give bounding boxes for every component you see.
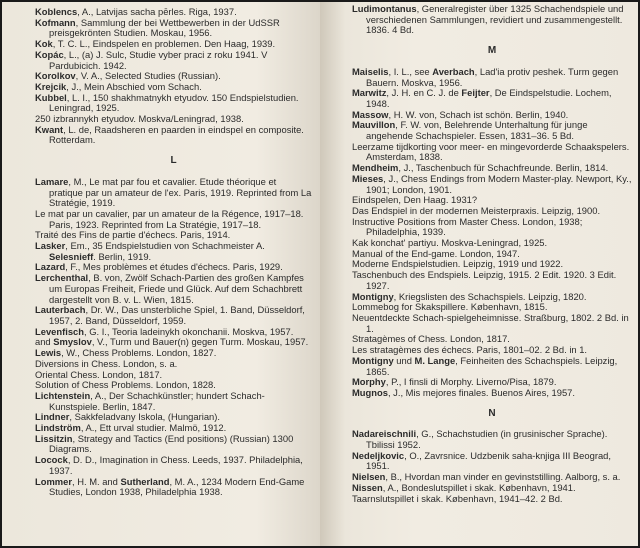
entry-text: , Dr. W., Das unsterbliche Spiel, 1. Band, Düsseldorf, 1957, 2. Band, Düsseldorf, 1959. <box>49 304 305 326</box>
bibliography-entry <box>35 434 312 455</box>
bibliography-entry <box>35 455 312 476</box>
entry-text: , H. W. von, Schach ist schön. Berlin, 1940. <box>388 108 569 120</box>
author-name: Nissen <box>352 481 383 493</box>
section-letter-m: M <box>487 45 497 57</box>
author-name: Krejcik <box>35 80 67 92</box>
entry-continuation: Moderne Endspielstudien. Leipzig, 1919 und 1922. <box>352 258 564 270</box>
bibliography-entry <box>352 174 632 195</box>
author-name: Koblencs <box>35 6 78 17</box>
entry-text: , F., Mes problèmes et études d'échecs. Paris, 1929. <box>65 261 283 273</box>
entry-text: , A., Bondeslutspillet i skak. København, 1941. <box>382 481 576 493</box>
author-name: Korolkov <box>35 70 76 82</box>
section-letter-n: N <box>488 407 496 419</box>
author-name: Kopác <box>35 48 64 60</box>
entry-text: , H. M. and <box>72 475 121 487</box>
entry-text: , Feinheiten des Schachspiels. Leipzig, 1865. <box>366 354 618 377</box>
entry-continuation: Taarnslutspillet i skak. København, 1941–42. 2 Bd. <box>352 492 563 504</box>
bibliography-entry <box>352 88 632 109</box>
entry-continuation: Leerzame tijdkorting voor meer- en mingevorderde Schaakspelers. Amsterdam, 1838. <box>352 140 630 163</box>
entry-text: , J. H. en C. J. de <box>386 87 462 99</box>
entry-continuation: Neuentdeckte Schach-spielgeheimnisse. Straßburg, 1802. 2 Bd. in 1. <box>352 311 629 334</box>
entry-text: , De Eindspelstudie. Lochem, 1948. <box>366 87 612 109</box>
bibliography-entry <box>35 18 312 39</box>
author-name: Mauvillon <box>352 119 396 131</box>
bibliography-entry <box>352 4 632 36</box>
bibliography-entry <box>352 451 632 472</box>
author-name: Lissitzin <box>35 432 73 444</box>
author-name: Lauterbach <box>35 304 86 316</box>
entry-text: , J., Chess Endings from Modern Master-play. Newport, Ky., 1901; London, 1901. <box>366 172 632 195</box>
entry-text: , Strategy and Tactics (End positions) (Russian) 1300 Diagrams. <box>49 432 294 455</box>
author-name: Lazard <box>35 261 66 273</box>
bibliography-entry <box>352 356 632 377</box>
author-name: Locock <box>35 454 68 466</box>
bibliography-entry <box>352 120 632 141</box>
entry-continuation: 250 izbrannykh etyudov. Moskva/Leningrad, 1938. <box>35 113 244 125</box>
bibliography-entry <box>35 93 312 114</box>
entry-text: , W., Chess Problems. London, 1827. <box>61 347 217 359</box>
bibliography-entry <box>35 50 312 71</box>
bibliography-entry <box>35 177 312 209</box>
coauthor-name: Averbach <box>432 65 475 77</box>
bibliography-entry <box>352 429 632 450</box>
entry-continuation: Das Endspiel in der modernen Meisterpraxis. Leipzig, 1900. <box>352 204 601 216</box>
author-name: Kwant <box>35 123 64 135</box>
right-page <box>320 2 638 546</box>
bibliography-entry <box>352 388 632 399</box>
entry-text: , O., Zavrsnice. Udzbenik saha-knjiga III Beograd, 1951. <box>366 449 611 472</box>
entry-text: , A., Der Schachkünstler; hundert Schach-Kunstspiele. Berlin, 1847. <box>49 389 265 412</box>
entry-continuation: Kak konchat' partiyu. Moskva-Leningrad, 1925. <box>352 237 548 249</box>
author-name: Montigny <box>352 290 394 302</box>
entry-text: and <box>35 336 54 348</box>
coauthor-name: Smyslov <box>53 336 92 348</box>
entry-text: , Sammlung der bei Wettbewerben in der UdSSR preisgekrönten Studien. Moskau, 1956. <box>49 16 280 39</box>
entry-continuation: Taschenbuch des Endspiels. Leipzig, 1915. 2 Edit. 1920. 3 Edit. 1927. <box>352 269 617 291</box>
author-name: Lindner <box>35 411 70 423</box>
author-name: Lerchenthal <box>35 272 89 284</box>
entry-text: , L. de, Raadsheren en paarden in eindspel en composite. Rotterdam. <box>49 123 304 146</box>
author-name: Morphy <box>352 376 386 388</box>
entry-text: , I. L., see <box>388 65 433 77</box>
entry-continuation: Oriental Chess. London, 1817. <box>35 368 163 380</box>
coauthor-name: Sutherland <box>120 475 170 487</box>
bibliography-entry <box>35 125 312 146</box>
author-name: Lamare <box>35 175 69 187</box>
entry-continuation: Stratagèmes of Chess. London, 1817. <box>352 333 510 345</box>
entry-continuation: Traité des Fins de partie d'échecs. Paris, 1914. <box>35 229 231 241</box>
author-name: Kofmann <box>35 16 76 28</box>
entry-continuation: Eindspelen, Den Haag. 1931? <box>352 194 478 206</box>
entry-text: , D. D., Imagination in Chess. Leeds, 1937. Philadelphia, 1937. <box>49 454 303 476</box>
bibliography-entry <box>35 477 312 498</box>
entry-text: , J., Taschenbuch für Schachfreunde. Berlin, 1814. <box>398 162 609 174</box>
author-name: Marwitz <box>352 87 387 99</box>
entry-text: , Sakkfeladvany Iskola, (Hungarian). <box>69 411 220 423</box>
entry-text: . Berlin, 1919. <box>93 250 152 262</box>
bibliography-entry <box>352 67 632 88</box>
entry-text: , B. von, Zwölf Schach-Partien des großen Kampfes um Europas Freiheit, Friede und Glück. Auf dem Schachbrett dargestellt von B. v. L. Wien, 1815. <box>49 272 304 305</box>
entry-text: , B., Hvordan man vinder en gevinststilling. Aalborg, s. a. <box>385 471 621 483</box>
author-name: Nadareischnili <box>352 428 417 440</box>
section-letter-l: L <box>170 155 177 167</box>
entry-text: , G., Schachstudien (in grusinischer Sprache). Tbilissi 1952. <box>366 428 608 451</box>
coauthor-name: M. Lange <box>414 354 456 366</box>
entry-text: , V., Turm und Bauer(n) gegen Turm. Moskau, 1957. <box>91 336 309 348</box>
entry-text: , M., Le mat par fou et cavalier. Etude théorique et pratique par un amateur de l'ex. Paris, 1919. Reprinted from La Stratégie, 1919. <box>49 175 312 209</box>
entry-text: , J., Mis mejores finales. Buenos Aires, 1957. <box>387 386 576 398</box>
entry-text: , G. I., Teoria ladeinykh okonchanii. Moskva, 1957. <box>83 325 294 337</box>
author-name: Kok <box>35 38 53 50</box>
entry-text: und <box>393 354 415 366</box>
left-page <box>2 2 320 546</box>
author-name: Mieses <box>352 172 384 184</box>
bibliography-entry <box>35 305 312 326</box>
entry-continuation: Les stratagèmes des échecs. Paris, 1801–02. 2 Bd. in 1. <box>352 344 588 356</box>
author-name: Nedeljkovic <box>352 449 405 461</box>
entry-text: , M. A., 1234 Modern End-Game Studies, London 1938, Philadelphia 1938. <box>49 475 305 498</box>
author-name: Lindström <box>35 422 81 434</box>
entry-text: , F. W. von, Belehrende Unterhaltung für junge angehende Schachspieler. Essen, 1831–36. 5 Bd. <box>366 119 588 142</box>
author-name: Lommer <box>35 475 72 487</box>
author-name: Nielsen <box>352 471 386 483</box>
coauthor-name: Selesnieff <box>49 250 94 262</box>
author-name: Massow <box>352 108 389 120</box>
author-name: Kubbel <box>35 91 67 103</box>
entry-text: , Generalregister über 1325 Schachendspiele und verschiedenen Sammlungen, revidiert und zusammengestellt. 1836. 4 Bd. <box>366 3 624 36</box>
entry-text: , V. A., Selected Studies (Russian). <box>75 70 221 82</box>
author-name: Ludimontanus <box>352 3 417 14</box>
author-name: Lewis <box>35 347 62 359</box>
entry-text: , T. C. L., Eindspelen en problemen. Den Haag, 1939. <box>52 38 276 50</box>
entry-continuation: Solution of Chess Problems. London, 1828. <box>35 379 216 391</box>
bibliography-entry <box>35 273 312 305</box>
entry-continuation: Le mat par un cavalier, par un amateur de la Régence, 1917–18. Paris, 1923. Reprinted from La Stratégie, 1917–18. <box>35 207 304 230</box>
entry-text: , J., Mein Abschied vom Schach. <box>66 80 202 92</box>
book-spread <box>2 2 638 546</box>
entry-continuation: Manual of the End-game. London, 1947. <box>352 247 520 259</box>
bibliography-entry <box>352 483 632 494</box>
entry-continuation: Diversions in Chess. London, s. a. <box>35 357 178 369</box>
entry-continuation: Instructive Positions from Master Chess. London, 1938; Philadelphia, 1939. <box>352 215 583 238</box>
bibliography-entry <box>35 391 312 412</box>
author-name: Lasker <box>35 240 66 252</box>
author-name: Maiselis <box>352 65 389 77</box>
entry-text: , Kriegslisten des Schachspiels. Leipzig, 1820. <box>393 290 587 302</box>
author-name: Mendheim <box>352 162 399 174</box>
entry-text: , Lad'ia protiv peshek. Turm gegen Bauern. Moskva, 1956. <box>366 65 619 88</box>
author-name: Montigny <box>352 354 394 366</box>
entry-text: , Em., 35 Endspielstudien von Schachmeister A. <box>65 240 265 252</box>
entry-continuation: Lommebog for Skakspillere. København, 1815. <box>352 301 548 313</box>
entry-text: , L. I., 150 shakhmatnykh etyudov. 150 Endspielstudien. Leningrad, 1925. <box>49 91 299 114</box>
bibliography-entry <box>35 241 312 262</box>
entry-text: , L., (a) J. Sulc, Studie vyber praci z roku 1941. V Pardubicich. 1942. <box>49 48 268 71</box>
entry-text: , A., Ett urval studier. Malmö, 1912. <box>80 422 227 434</box>
entry-text: , A., Latvijas sacha pērles. Riga, 1937. <box>77 6 237 17</box>
author-name: Levenfisch <box>35 325 84 337</box>
author-name: Lichtenstein <box>35 389 91 401</box>
coauthor-name: Feijter <box>461 87 490 99</box>
entry-text: , P., I finsli di Morphy. Liverno/Pisa, 1879. <box>385 376 557 388</box>
author-name: Mugnos <box>352 386 388 398</box>
